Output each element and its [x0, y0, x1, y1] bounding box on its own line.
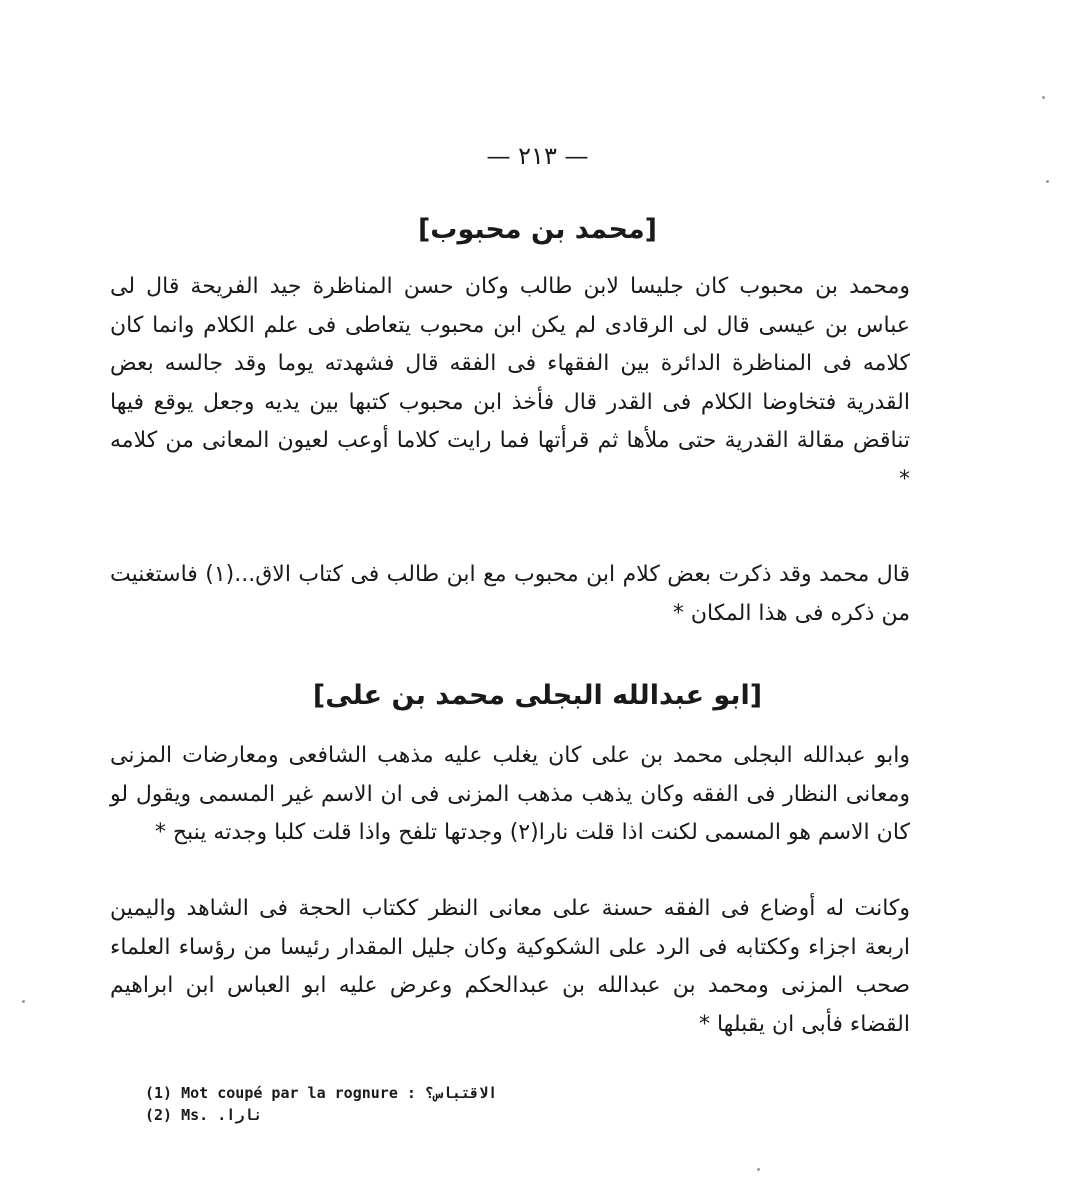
footnote [145, 1082, 497, 1104]
footnote-text: Mot coupé par la rognure : [181, 1084, 416, 1102]
paragraph: ومحمد بن محبوب كان جليسا لابن طالب وكان حسن المناظرة جيد الفريحة قال لى عباس بن عيسى قال لى الرقادى لم يكن ابن محبوب يتعاطى فى علم الكلام وانما كان كلامه فى المناظرة الدائرة بين الفقهاء فى الفقه قال فشهدته يوما وقد جالسه بعض القدرية فتخاوضا الكلام فى القدر قال فأخذ ابن محبوب كتبها بين يديه وجعل يوقع فيها تناقض مقالة القدرية حتى ملأها ثم قرأتها فما رايت كلاما أوعب لعيون المعانى من كلامه * [110, 274, 910, 492]
footnote-label: (2) [145, 1106, 173, 1124]
footnote-text: Ms. [181, 1106, 209, 1124]
page-number: — ٢١٣ — [486, 142, 589, 170]
scan-speck [22, 1000, 25, 1003]
section-heading: [محمد بن محبوب] [417, 214, 658, 245]
scan-speck [1042, 96, 1045, 99]
footnote-arabic: الاقتباس؟ [424, 1084, 498, 1102]
scan-speck [757, 1168, 760, 1171]
footnotes [145, 1082, 497, 1126]
section-heading: [ابو عبدالله البجلى محمد بن على] [312, 680, 763, 711]
scan-speck [1046, 180, 1049, 183]
paragraph: وابو عبدالله البجلى محمد بن على كان يغلب عليه مذهب الشافعى ومعارضات المزنى ومعانى النظار فى الفقه وكان يذهب مذهب المزنى فى ان الاسم غير المسمى ويقول لو كان الاسم هو المسمى لكنت اذا قلت نارا(٢) وجدتها تلفح واذا قلت كلبا وجدته ينبح * [110, 743, 910, 845]
paragraph: قال محمد وقد ذكرت بعض كلام ابن محبوب مع ابن طالب فى كتاب الاق...(١) فاستغنيت من ذكره فى هذا المكان * [110, 562, 910, 626]
paragraph: وكانت له أوضاع فى الفقه حسنة على معانى النظر ككتاب الحجة فى الشاهد واليمين اربعة اجزاء وككتابه فى الرد على الشكوكية وكان جليل المقدار رئيسا من رؤساء العلماء صحب المزنى ومحمد بن عبدالله بن عبدالحكم وعرض عليه ابو العباس ابن ابراهيم القضاء فأبى ان يقبلها * [110, 896, 910, 1037]
footnote-label: (1) [145, 1084, 173, 1102]
footnote-arabic: نارا. [217, 1106, 263, 1124]
footnote [145, 1104, 497, 1126]
